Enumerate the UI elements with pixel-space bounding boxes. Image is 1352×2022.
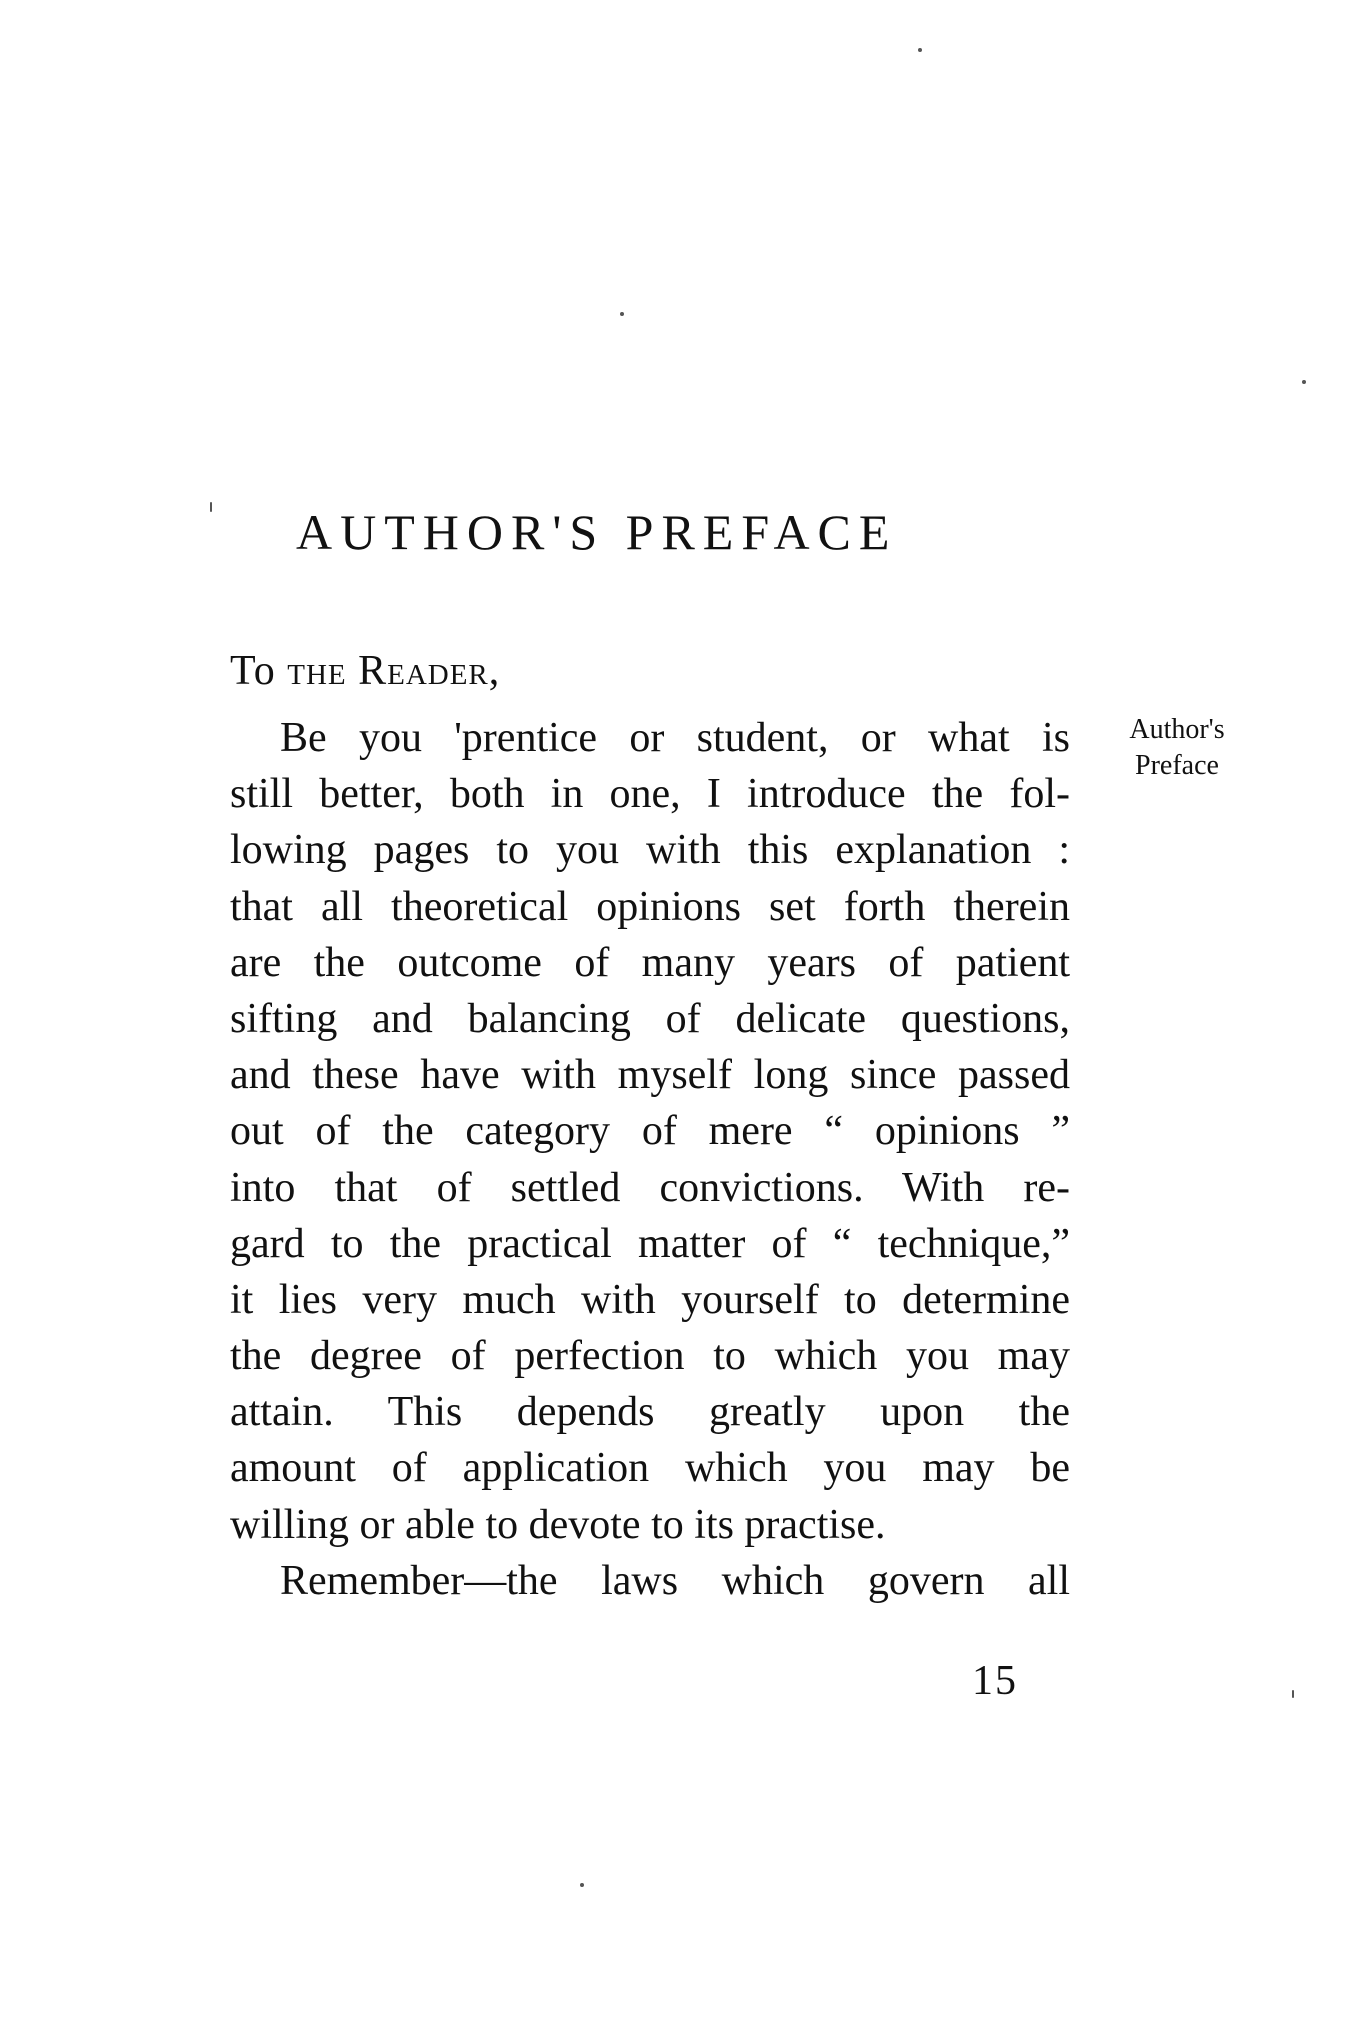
scan-speck	[1292, 1690, 1294, 1698]
text-line: gard to the practical matter of “ technique,”	[230, 1220, 1070, 1267]
text-line: it lies very much with yourself to determine	[230, 1276, 1070, 1323]
scan-speck	[210, 502, 212, 512]
scan-speck	[620, 312, 624, 316]
scan-speck	[918, 48, 922, 52]
text-line: are the outcome of many years of patient	[230, 939, 1070, 986]
text-line: that all theoretical opinions set forth therein	[230, 883, 1070, 930]
scan-speck	[580, 1883, 584, 1887]
salutation	[230, 647, 500, 695]
preface-body	[230, 710, 1070, 1609]
salutation-reader: the Reader,	[287, 648, 501, 694]
text-line: amount of application which you may be	[230, 1445, 1070, 1492]
text-line: Remember—the laws which govern all	[280, 1557, 1070, 1604]
text-line: Be you 'prentice or student, or what is	[280, 715, 1070, 761]
margin-note-line: Preface	[1135, 750, 1219, 781]
scan-speck	[1302, 380, 1306, 384]
margin-note	[1102, 712, 1252, 784]
page-title: AUTHOR'S PREFACE	[296, 504, 898, 560]
text-line: attain. This depends greatly upon the	[230, 1389, 1070, 1436]
salutation-to: To	[230, 648, 276, 694]
text-line: the degree of perfection to which you may	[230, 1333, 1070, 1380]
text-line: lowing pages to you with this explanation :	[230, 827, 1070, 874]
text-line: out of the category of mere “ opinions ”	[230, 1108, 1070, 1155]
text-line: sifting and balancing of delicate questions,	[230, 995, 1070, 1042]
text-line: still better, both in one, I introduce the fol-	[230, 771, 1070, 818]
text-line: into that of settled convictions. With re-	[230, 1164, 1070, 1211]
margin-note-line: Author's	[1129, 714, 1225, 745]
text-line: and these have with myself long since passed	[230, 1052, 1070, 1099]
page-number: 15	[972, 1658, 1018, 1704]
text-line: willing or able to devote to its practise.	[230, 1501, 886, 1548]
